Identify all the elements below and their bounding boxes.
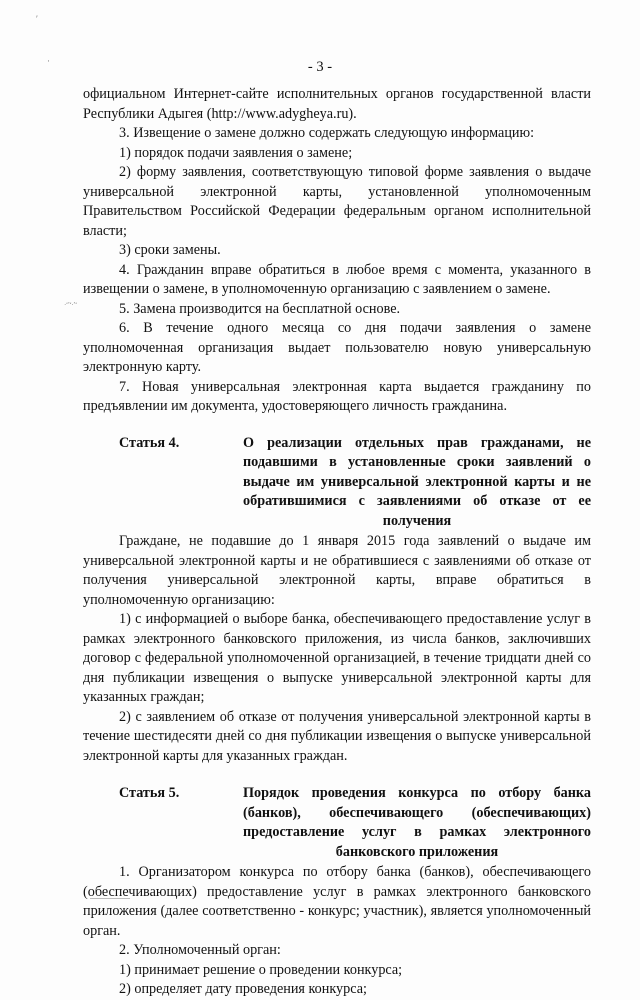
paragraph: 1) принимает решение о проведении конкурса; (119, 961, 403, 978)
paragraph: 2) форму заявления, соответствующую типовой форме заявления о выдаче универсальной электронной карты, установленной уполномоченным Правительством Российской Федерации федеральным органом исполнительной власти; (83, 164, 591, 239)
scan-speck: ′ (36, 14, 38, 24)
document-body (83, 85, 591, 1000)
scan-speck: · (47, 56, 50, 66)
paragraph: 3) сроки замены. (119, 242, 221, 258)
page-number: - 3 - (307, 59, 333, 75)
article-5-heading (83, 784, 591, 862)
paragraph: 1) с информацией о выборе банка, обеспечивающего предоставление услуг в рамках электронного банковского приложения, из числа банков, заключивших договор с федеральной уполномоченной организацией, в течение тридцати дней со дня публикации извещения о выпуске универсальной электронной карты для указанных граждан; (83, 611, 591, 705)
article-label: Статья 5. (119, 785, 180, 801)
article-label: Статья 4. (119, 434, 180, 451)
margin-note: ·‘’‘·’‘ (64, 301, 77, 309)
paragraph: 7. Новая универсальная электронная карта выдается гражданину по предъявлении им документа, удостоверяющего личность гражданина. (83, 378, 591, 414)
paragraph: официальном Интернет-сайте исполнительных органов государственной власти Республики Адыгея (http://www.adygheya.ru). (83, 86, 591, 122)
paragraph: 4. Гражданин вправе обратиться в любое время с момента, указанного в извещении о замене, в уполномоченную организацию с заявлением о замене. (83, 261, 591, 297)
article-title: О реализации отдельных прав гражданами, не подавшими в установленные сроки заявлений о выдаче им универсальной электронной карты и не обратившимися с заявлениями об отказе от ее получения (243, 434, 591, 529)
paragraph: 1. Организатором конкурса по отбору банка (банков), обеспечивающего (обеспечивающих) предоставление услуг в рамках электронного банковского приложения (далее соответственно - конкурс; участник), является уполномоченный орган. (83, 864, 591, 939)
article-title: Порядок проведения конкурса по отбору банка (банков), обеспечивающего (обеспечивающих) предоставление услуг в рамках электронного банковского приложения (243, 785, 591, 860)
paragraph: 2. Уполномоченный орган: (119, 942, 281, 958)
paragraph: 2) с заявлением об отказе от получения универсальной электронной карты в течение шестидесяти дней со дня публикации извещения о выпуске универсальной электронной карты для указанных граждан. (83, 708, 591, 764)
paragraph: 5. Замена производится на бесплатной основе. (119, 300, 401, 317)
scan-artifact-line (90, 898, 130, 899)
paragraph: 1) порядок подачи заявления о замене; (119, 144, 353, 161)
article-4-heading (83, 434, 591, 532)
paragraph: 2) определяет дату проведения конкурса; (119, 981, 367, 997)
paragraph: Граждане, не подавшие до 1 января 2015 года заявлений о выдаче им универсальной электронной карты и не обратившиеся с заявлениями об отказе от получения универсальной электронной карты, вправе обратиться в уполномоченную организацию: (83, 533, 591, 608)
paragraph: 6. В течение одного месяца со дня подачи заявления о замене уполномоченная организация выдает пользователю новую универсальную электронную карту. (83, 320, 591, 375)
paragraph: 3. Извещение о замене должно содержать следующую информацию: (119, 125, 535, 141)
